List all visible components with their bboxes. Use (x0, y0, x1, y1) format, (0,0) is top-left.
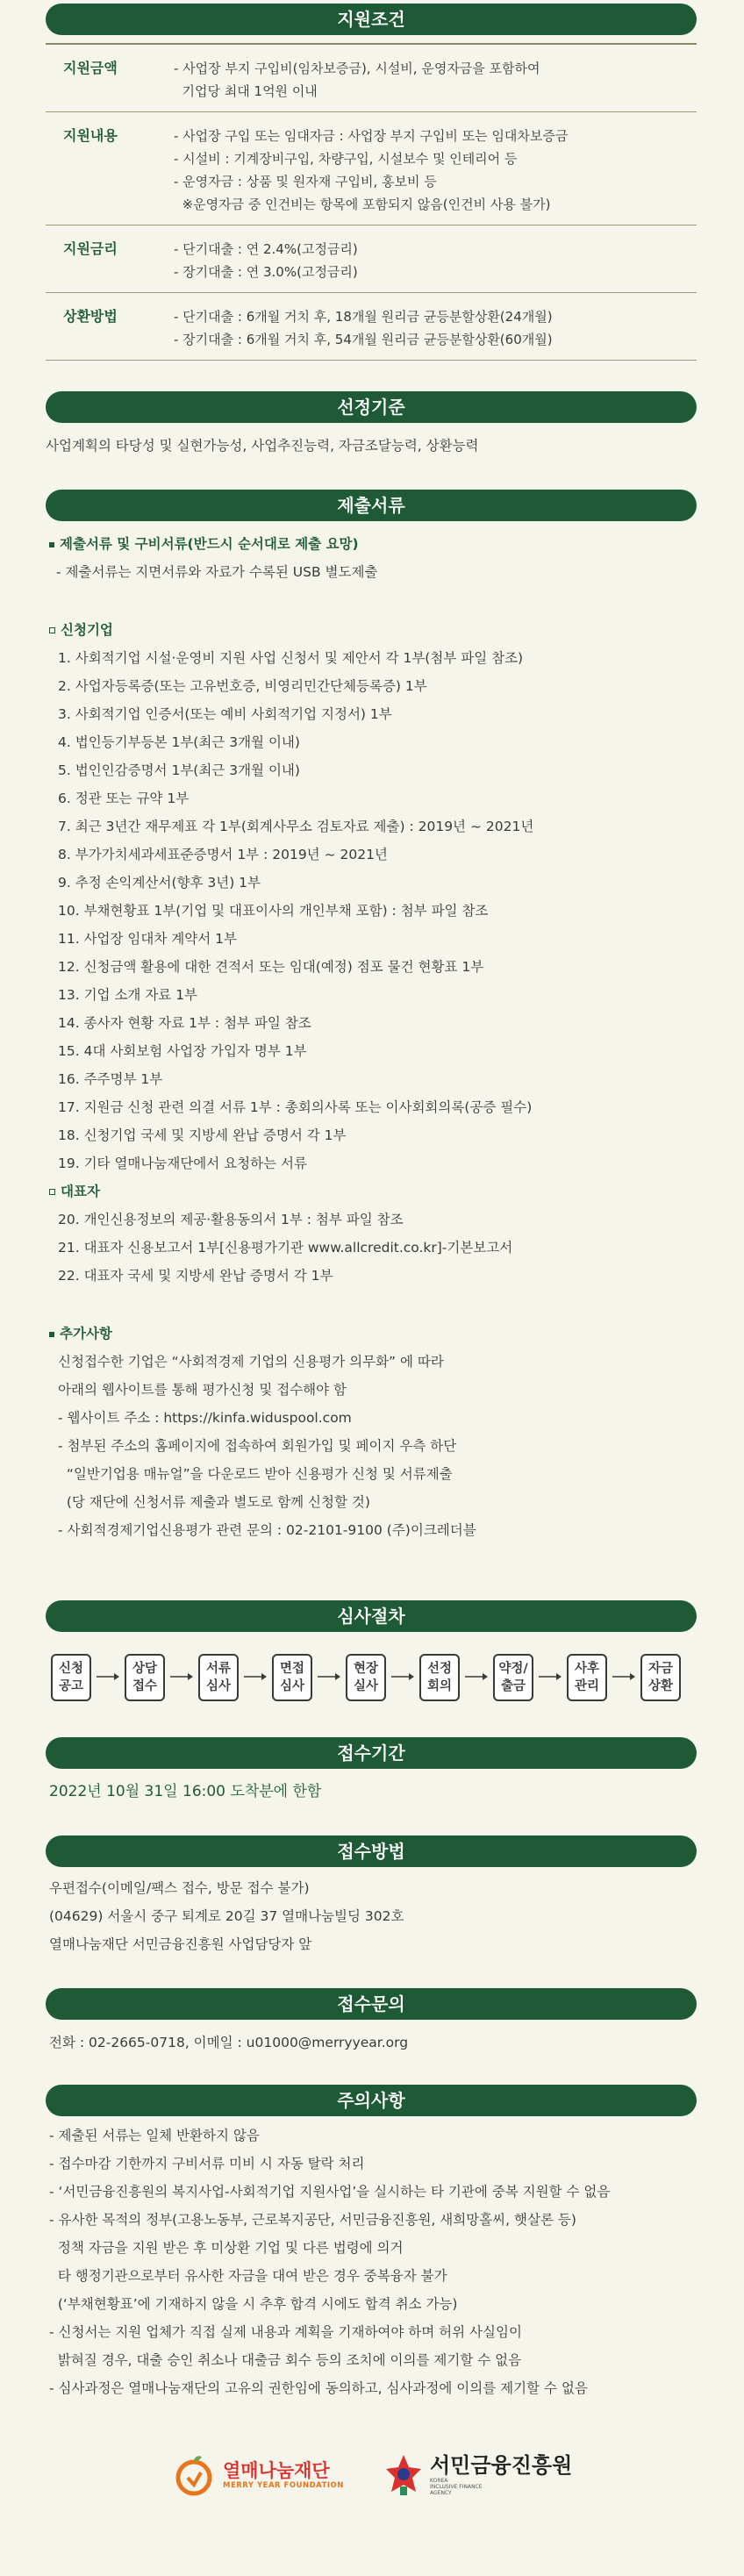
company-doc-item: 6. 정관 또는 규약 1부 (58, 791, 190, 806)
conditions-label: 지원금리 (63, 240, 118, 257)
company-doc-item: 14. 종사자 현황 자료 1부 : 첨부 파일 참조 (58, 1015, 311, 1031)
step-arrow-icon (386, 1671, 419, 1685)
section-header-method: 접수방법 (46, 1835, 697, 1867)
kinfa-logo-en-line: INCLUSIVE FINANCE (430, 2483, 483, 2490)
method-line: (04629) 서울시 중구 퇴계로 20길 37 열매나눔빌딩 302호 (49, 1908, 404, 1924)
kinfa-logo-en (430, 2478, 572, 2496)
company-doc-item: 12. 신청금액 활용에 대한 견적서 또는 임대(예정) 점포 물건 현황표 1부 (58, 959, 484, 975)
merry-logo-en: MERRY YEAR FOUNDATION (223, 2481, 344, 2490)
section-header-conditions: 지원조건 (46, 4, 697, 35)
step-arrow-icon (607, 1671, 640, 1685)
conditions-content (151, 52, 697, 103)
process-step: 사후 관리 (567, 1654, 607, 1701)
company-doc-item: 11. 사업장 임대차 계약서 1부 (58, 931, 237, 947)
notes-line: (‘부채현황표’에 기재하지 않을 시 추후 합격 시에도 합격 취소 가능) (49, 2296, 458, 2312)
company-doc-list (49, 644, 533, 1177)
notes-line: 정책 자금을 지원 받은 후 미상환 기업 및 다른 법령에 의거 (49, 2240, 404, 2256)
notes-line: - 심사과정은 열매나눔재단의 고유의 권한임에 동의하고, 심사과정에 이의를 제기할 수 없음 (49, 2380, 588, 2396)
process-step: 면접 심사 (272, 1654, 312, 1701)
extra-note-line: 아래의 웹사이트를 통해 평가신청 및 접수해야 함 (58, 1382, 347, 1398)
company-doc-item: 3. 사회적기업 인증서(또는 예비 사회적기업 지정서) 1부 (58, 706, 392, 722)
section-header-inquiry: 접수문의 (46, 1988, 697, 2020)
process-step: 신청 공고 (51, 1654, 91, 1701)
section-header-documents: 제출서류 (46, 490, 697, 521)
kinfa-emblem-icon (383, 2451, 425, 2497)
process-step: 자금 상환 (640, 1654, 681, 1701)
conditions-line: - 단기대출 : 6개월 거치 후, 18개월 원리금 균등분할상환(24개월) (174, 309, 553, 325)
method-list (49, 1874, 404, 1958)
conditions-label: 상환방법 (63, 308, 118, 325)
square-outline-bullet-icon (49, 1189, 55, 1195)
company-doc-item: 9. 추정 손익계산서(향후 3년) 1부 (58, 875, 261, 891)
section-header-period: 접수기간 (46, 1737, 697, 1769)
company-title: 신청기업 (49, 616, 533, 644)
extra-note-line: - 사회적경제기업신용평가 관련 문의 : 02-2101-9100 (주)이크레더블 (58, 1522, 476, 1538)
extra-title: 추가사항 (49, 1320, 533, 1348)
notes-line: - ‘서민금융진흥원의 복지사업-사회적기업 지원사업’을 실시하는 타 기관에 중복 지원할 수 없음 (49, 2184, 611, 2200)
merry-logo-text: 열매나눔재단 (223, 2460, 330, 2481)
conditions-row (46, 45, 697, 112)
notes-line: - 유사한 목적의 정부(고용노동부, 근로복지공단, 서민금융진흥원, 새희망홀씨, 햇살론 등) (49, 2212, 576, 2228)
kinfa-logo-text: 서민금융진흥원 (430, 2452, 573, 2478)
conditions-line: - 사업장 부지 구입비(임차보증금), 시설비, 운영자금을 포함하여 (174, 61, 540, 76)
square-bullet-icon (49, 1332, 54, 1337)
section-header-criteria: 선정기준 (46, 391, 697, 423)
extra-note-line: (당 재단에 신청서류 제출과 별도로 함께 신청할 것) (58, 1494, 370, 1510)
company-doc-item: 19. 기타 열매나눔재단에서 요청하는 서류 (58, 1156, 307, 1171)
conditions-label: 지원내용 (63, 127, 118, 144)
conditions-line: - 사업장 구입 또는 임대자금 : 사업장 부지 구입비 또는 임대차보증금 (174, 128, 569, 144)
step-arrow-icon (239, 1671, 272, 1685)
notes-line: 밝혀질 경우, 대출 승인 취소나 대출금 회수 등의 조치에 이의를 제기할 수 없음 (49, 2352, 522, 2368)
kinfa-logo (383, 2451, 572, 2497)
conditions-content (151, 300, 697, 351)
kinfa-logo-en-line: AGENCY (430, 2489, 452, 2496)
conditions-line: - 장기대출 : 6개월 거치 후, 54개월 원리금 균등분할상환(60개월) (174, 332, 553, 347)
process-step: 약정/ 출금 (493, 1654, 533, 1701)
method-line: 열매나눔재단 서민금융진흥원 사업담당자 앞 (49, 1936, 312, 1952)
process-step: 상담 접수 (125, 1654, 165, 1701)
company-doc-item: 16. 주주명부 1부 (58, 1071, 163, 1087)
company-doc-item: 2. 사업자등록증(또는 고유번호증, 비영리민간단체등록증) 1부 (58, 678, 427, 694)
ceo-doc-item: 22. 대표자 국세 및 지방세 완납 증명서 각 1부 (58, 1268, 333, 1284)
conditions-table (46, 43, 697, 361)
company-doc-item: 17. 지원금 신청 관련 의결 서류 1부 : 총회의사록 또는 이사회회의록(공증 필수) (58, 1099, 533, 1115)
documents-usb-note: - 제출서류는 지면서류와 자료가 수록된 USB 별도제출 (56, 564, 378, 580)
process-steps (51, 1654, 681, 1701)
step-arrow-icon (460, 1671, 493, 1685)
kinfa-logo-en-line: KOREA (430, 2477, 448, 2484)
extra-note-line: “일반기업용 매뉴얼”을 다운로드 받아 신용평가 신청 및 서류제출 (58, 1466, 453, 1482)
step-arrow-icon (533, 1671, 567, 1685)
conditions-line: - 장기대출 : 연 3.0%(고정금리) (174, 264, 358, 280)
company-doc-item: 8. 부가가치세과세표준증명서 1부 : 2019년 ~ 2021년 (58, 847, 388, 862)
extra-note-line: - 웹사이트 주소 : https://kinfa.widuspool.com (58, 1410, 352, 1426)
inquiry-text: 전화 : 02-2665-0718, 이메일 : u01000@merryyear.org (49, 2035, 409, 2050)
conditions-row (46, 225, 697, 293)
process-step: 서류 심사 (198, 1654, 239, 1701)
ceo-title: 대표자 (49, 1177, 533, 1206)
conditions-content (151, 233, 697, 283)
step-arrow-icon (312, 1671, 346, 1685)
merry-fruit-icon (172, 2453, 216, 2497)
period-text: 2022년 10월 31일 16:00 도착분에 한함 (49, 1783, 322, 1800)
extra-note-line: 신청접수한 기업은 “사회적경제 기업의 신용평가 의무화” 에 따라 (58, 1354, 444, 1370)
company-doc-item: 4. 법인등기부등본 1부(최근 3개월 이내) (58, 734, 300, 750)
conditions-content (151, 119, 697, 216)
conditions-row (46, 112, 697, 225)
merry-year-logo (172, 2453, 344, 2497)
ceo-doc-item: 20. 개인신용정보의 제공·활용동의서 1부 : 첨부 파일 참조 (58, 1212, 404, 1227)
conditions-row (46, 293, 697, 361)
company-doc-item: 5. 법인인감증명서 1부(최근 3개월 이내) (58, 762, 300, 778)
conditions-line: 기업당 최대 1억원 이내 (174, 83, 318, 99)
step-arrow-icon (165, 1671, 198, 1685)
notes-line: 타 행정기관으로부터 유사한 자금을 대여 받은 경우 중복융자 불가 (49, 2268, 447, 2284)
notes-list (49, 2122, 610, 2402)
method-line: 우편접수(이메일/팩스 접수, 방문 접수 불가) (49, 1880, 310, 1896)
notes-line: - 신청서는 지원 업체가 직접 실제 내용과 계획을 기재하여야 하며 허위 사실임이 (49, 2324, 522, 2340)
documents-block (49, 530, 533, 1544)
company-doc-item: 1. 사회적기업 시설·운영비 지원 사업 신청서 및 제안서 각 1부(첨부 파일 참조) (58, 650, 524, 666)
notes-line: - 접수마감 기한까지 구비서류 미비 시 자동 탈락 처리 (49, 2156, 365, 2172)
conditions-line: - 운영자금 : 상품 및 원자재 구입비, 홍보비 등 (174, 174, 437, 190)
section-header-process: 심사절차 (46, 1600, 697, 1632)
square-outline-bullet-icon (49, 627, 55, 633)
conditions-line: - 단기대출 : 연 2.4%(고정금리) (174, 241, 358, 257)
ceo-doc-list (49, 1206, 533, 1290)
conditions-line: ※운영자금 중 인건비는 항목에 포함되지 않음(인건비 사용 불가) (174, 197, 551, 212)
conditions-label: 지원금액 (63, 60, 118, 76)
notes-line: - 제출된 서류는 일체 반환하지 않음 (49, 2128, 260, 2143)
company-doc-item: 7. 최근 3년간 재무제표 각 1부(회계사무소 검토자료 제출) : 2019년 ~ 2021년 (58, 819, 534, 834)
company-doc-item: 13. 기업 소개 자료 1부 (58, 987, 198, 1003)
process-step: 선정 회의 (419, 1654, 460, 1701)
company-doc-item: 10. 부채현황표 1부(기업 및 대표이사의 개인부채 포함) : 첨부 파일 참조 (58, 903, 489, 919)
documents-subtitle: 제출서류 및 구비서류(반드시 순서대로 제출 요망) (49, 530, 533, 558)
process-step: 현장 실사 (346, 1654, 386, 1701)
company-doc-item: 15. 4대 사회보험 사업장 가입자 명부 1부 (58, 1043, 307, 1059)
extra-notes-list (49, 1348, 533, 1544)
ceo-doc-item: 21. 대표자 신용보고서 1부[신용평가기관 www.allcredit.co.kr]-기본보고서 (58, 1240, 513, 1256)
step-arrow-icon (91, 1671, 125, 1685)
extra-note-line: - 첨부된 주소의 홈페이지에 접속하여 회원가입 및 페이지 우측 하단 (58, 1438, 457, 1454)
criteria-text: 사업계획의 타당성 및 실현가능성, 사업추진능력, 자금조달능력, 상환능력 (46, 438, 479, 454)
square-bullet-icon (49, 542, 54, 547)
company-doc-item: 18. 신청기업 국세 및 지방세 완납 증명서 각 1부 (58, 1127, 347, 1143)
conditions-line: - 시설비 : 기계장비구입, 차량구입, 시설보수 및 인테리어 등 (174, 151, 518, 167)
section-header-notes: 주의사항 (46, 2085, 697, 2116)
